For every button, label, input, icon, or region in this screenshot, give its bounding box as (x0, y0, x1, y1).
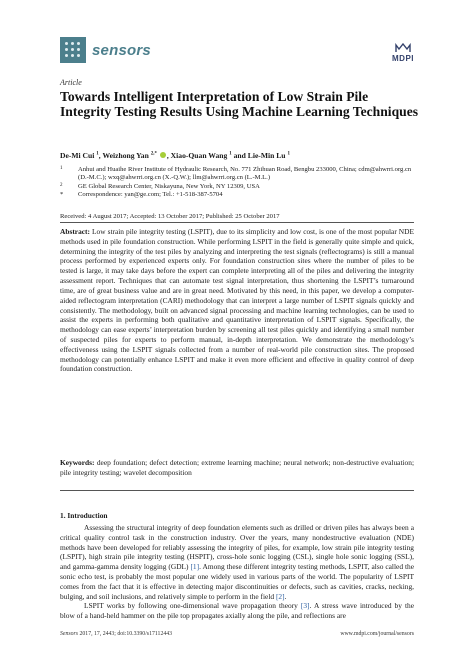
abstract (60, 227, 414, 374)
footer-citation (60, 631, 172, 637)
publisher-logo[interactable] (392, 43, 414, 63)
correspondence-marker: * (60, 191, 64, 199)
correspondence-text: Correspondence: yan@ge.com; Tel.: +1-518-387-5704 (78, 191, 223, 199)
keywords-text: deep foundation; defect detection; extreme learning machine; neural network; non-destructive evaluation; pile integrity testing; wavelet decomposition (60, 458, 414, 477)
author-affiliation-marker: 1 (287, 151, 290, 157)
mdpi-logo-icon (395, 43, 411, 53)
paragraph-text: . (284, 591, 287, 601)
author-name: Lie-Min Lu (247, 151, 286, 160)
correspondence (60, 191, 420, 199)
article-type: Article (60, 78, 82, 87)
divider (60, 490, 414, 491)
author-name: Weizhong Yan (102, 151, 149, 160)
keywords (60, 458, 414, 478)
keywords-label: Keywords: (60, 458, 95, 467)
journal-name: sensors (92, 41, 151, 59)
paragraph (60, 601, 414, 621)
affiliation-number: 2 (60, 182, 63, 188)
citation-link[interactable]: [3] (300, 601, 310, 611)
publisher-name: MDPI (392, 54, 414, 63)
introduction-body (60, 523, 414, 621)
divider (60, 222, 414, 223)
footer-doi: 2017, 17, 2443; doi:10.3390/s17112443 (79, 631, 173, 637)
section-heading: 1. Introduction (60, 511, 108, 520)
footer-url[interactable]: www.mdpi.com/journal/sensors (340, 631, 414, 637)
paper-title: Towards Intelligent Interpretation of Low Strain Pile Integrity Testing Results Using Machine Learning Techniques (60, 89, 419, 120)
affiliation-text: Anhui and Huaihe River Institute of Hydraulic Research, No. 771 Zhihuan Road, Bengbu 233000, China; cdm@ahwrri.org.cn (D.-M.C.); wxq@ahwrri.org.cn (X.-Q.W.); llm@ahwrri.org.cn (L.-M.L.) (78, 166, 412, 182)
affiliations (60, 166, 420, 200)
orcid-icon[interactable] (160, 152, 166, 158)
paragraph-text: . A stress wave introduced by the blow of a hand-held hammer on the pile top propagates axially along the pile, and reflections are (60, 601, 414, 621)
author-name: Xiao-Quan Wang (170, 151, 228, 160)
affiliation-text: GE Global Research Center, Niskayuna, New York, NY 12309, USA (78, 182, 260, 190)
footer-journal: Sensors (60, 631, 79, 637)
paragraph-text: . Among these different integrity testing methods, LSPIT, also called the sonic echo test, is probably the most popular one widely used in various parts of the world. The popularity of LSPIT comes from the fact that it is effective in detecting major discontinuities or defects, such as cavities, cracks, necking, bulging, and soil inclusions, and relatively simple to perform in the field (60, 562, 414, 601)
abstract-text: Low strain pile integrity testing (LSPIT), due to its simplicity and low cost, is one of the most popular NDE methods used in pile foundation construction. While performing LSPIT in the field is generally quite simple and quick, determining the integrity of the test piles by analyzing and interpreting the test signals (reflectograms) is still a manual process performed by experienced experts only. For foundation construction sites where the number of piles to be tested is large, it may take days before the expert can complete interpreting all of the piles and delivering the integrity assessment report. Techniques that can automate test signal interpretation, thus shortening the LSPIT’s turnaround time, are of great business value and are in great need. Motivated by this need, in this paper, we develop a computer-aided reflectogram interpretation (CARI) methodology that can interpret a large number of LSPIT signals quickly and consistently. The methodology, built on advanced signal processing and machine learning technologies, can be used to assist the experts in performing both qualitative and quantitative interpretation of LSPIT signals. Specifically, the methodology can ease experts’ interpretation burden by screening all test piles quickly and identifying a small number of suspected piles for experts to perform manual, in-depth interpretation. We demonstrate the methodology’s effectiveness using the LSPIT signals collected from a number of real-world pile construction sites. The proposed methodology can potentially enhance LSPIT and make it even more efficient and effective in quality control of deep foundation construction. (60, 227, 414, 374)
affiliation-item (60, 166, 420, 183)
citation-link[interactable]: [1] (190, 562, 200, 572)
paragraph-text: Assessing the structural integrity of deep foundation elements such as drilled or driven piles has always been a critical quality control task in the construction industry. Over the years, many nondestructive evaluation (NDE) methods have been developed for reliably assessing the integrity of piles, for example, low strain pile integrity testing (LSPIT), high strain pile integrity testing (HSPIT), cross-hole sonic logging (CSL), single hole sonic logging (SSL), and gamma-gamma density logging (GDL) (60, 523, 414, 572)
author-affiliation-marker: 2,* (150, 151, 157, 157)
affiliation-number: 1 (60, 166, 63, 171)
paragraph (60, 523, 414, 601)
journal-logo[interactable] (60, 37, 151, 63)
author-list: De-Mi Cui $^1$, Weizhong Yan $^{2,*}$ , Xiao-Quan Wang $^1$ and Lie-Min Lu $^1$ (60, 151, 290, 160)
author-affiliation-marker: 1 (96, 151, 99, 157)
sensors-logo-icon (60, 37, 86, 63)
publication-dates: Received: 4 August 2017; Accepted: 13 October 2017; Published: 25 October 2017 (60, 213, 280, 220)
citation-link[interactable]: [2] (275, 591, 285, 601)
paragraph-text: LSPIT works by following one-dimensional wave propagation theory (84, 601, 301, 611)
author-affiliation-marker: 1 (229, 151, 232, 157)
author-name: De-Mi Cui (60, 151, 95, 160)
author-conjunction: and (233, 151, 246, 160)
affiliation-item (60, 183, 420, 191)
abstract-label: Abstract: (60, 227, 90, 236)
